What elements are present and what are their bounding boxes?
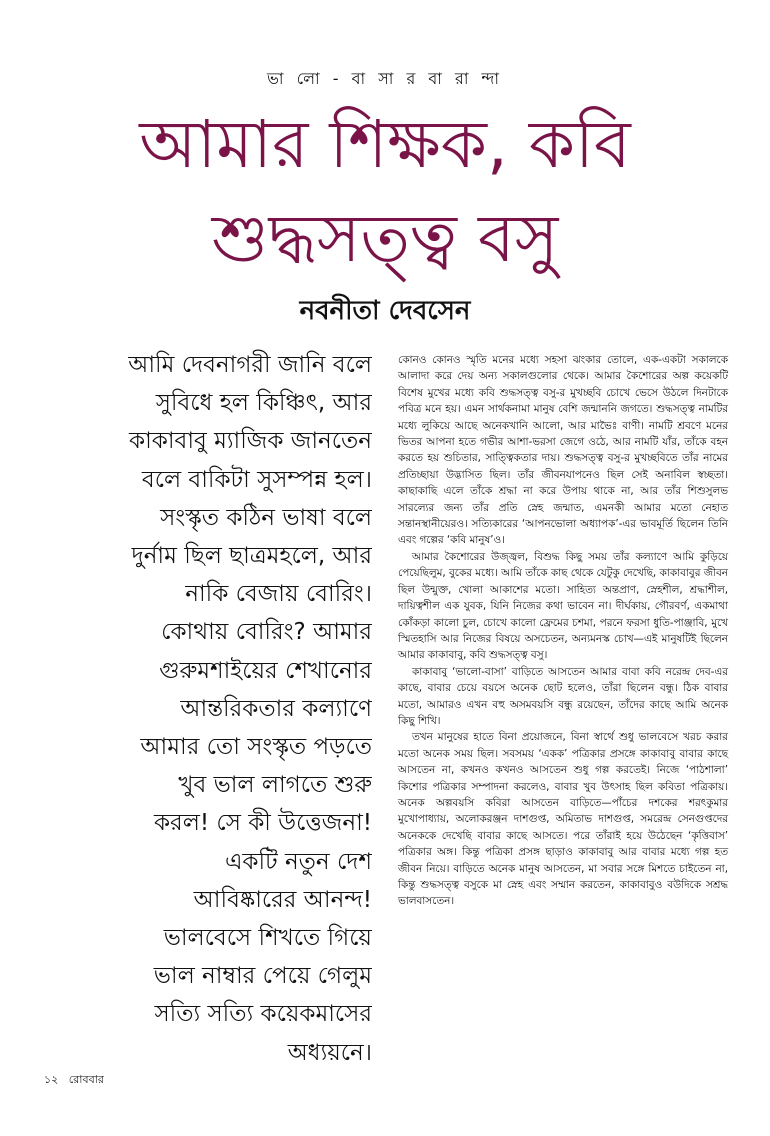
body-paragraph: তখন মানুষের হাতে বিনা প্রয়োজনে, বিনা স্বার্থে শুধু ভালবেসে খরচ করার মতো অনেক সময় ছিল। সবসময় ‘একক’ পত্রিকার প্রসঙ্গে কাকাবাবু বাবার কাছে আসতেন না, কখনও কখনও আসতেন শুধু গল্প করতেই। নিজে ‘পাঠশালা’ কিশোর পত্রিকার সম্পাদনা করলেও, বাবার খুব উৎসাহ ছিল কবিতা পত্রিকায়। অনেক অল্পবয়সি কবিরা আসতেন বাড়িতে—পাঁচের দশকের শরৎকুমার মুখোপাধ্যায়, অলোকরঞ্জন দাশগুপ্ত, অমিতাভ দাশগুপ্ত, সমরেন্দ্র সেনগুপ্তদের অনেককে দেখেছি বাবার কাছে আসতে। পরে তাঁরাই হয়ে উঠেছেন ‘কৃত্তিবাস’ পত্রিকার অঙ্গ। কিন্তু পত্রিকা প্রসঙ্গ ছাড়াও কাকাবাবু আর বাবার মধ্যে গল্প হত জীবন নিয়ে। বাড়িতে অনেক মানুষ আসতেন, মা সবার সঙ্গে মিশতে চাইতেন না, কিন্তু শুদ্ধসত্ত্ব বসুকে মা স্নেহ এবং সম্মান করতেন, কাকাবাবুও বউদিকে সশ্রদ্ধ ভালবাসতেন। <box>398 731 728 908</box>
lead-pullquote <box>60 346 372 1072</box>
lead-line: গুরুমশাইয়ের শেখানোর <box>159 657 372 684</box>
lead-line: আমার তো সংস্কৃত পড়তে <box>140 734 372 761</box>
lead-line: একটি নতুন দেশ <box>224 848 372 875</box>
article-title <box>0 98 770 286</box>
lead-line: কাকাবাবু ম্যাজিক জানতেন <box>129 428 372 455</box>
lead-line: করল! সে কী উত্তেজনা! <box>153 810 372 837</box>
body-paragraph: আমার কৈশোরের উজ্জ্বল, বিশুদ্ধ কিছু সময় তাঁর কল্যাণে আমি কুড়িয়ে পেয়েছিলুম, বুকের মধ্যে। আমি তাঁকে কাছ থেকে যেটুকু দেখেছি, কাকাবাবুর জীবন ছিল উন্মুক্ত, খোলা আকাশের মতো। সাহিত্য অন্তপ্রাণ, স্নেহশীল, শ্রদ্ধাশীল, দায়িত্বশীল এক যুবক, যিনি নিজের কথা ভাবেন না। দীর্ঘকায়, গৌরবর্ণ, একমাথা কোঁকড়া কালো চুল, চোখে কালো ফ্রেমের চশমা, পরনে ফরসা ধুতি-পাঞ্জাবি, মুখে স্মিতহাসি আর নিজের বিষয়ে অসচেতন, অন্যমনস্ক চোখ—এই মানুষটিই ছিলেন আমার কাকাবাবু, কবি শুদ্ধসত্ত্ব বসু। <box>398 550 728 662</box>
lead-line: খুব ভাল লাগতে শুরু <box>178 772 372 799</box>
body-paragraph: কাকাবাবু ‘ভালো-বাসা’ বাড়িতে আসতেন আমার বাবা কবি নরেন্দ্র দেব-এর কাছে, বাবার চেয়ে বয়সে অনেক ছোট হলেও, তাঁরা ছিলেন বন্ধু। ঠিক বাবার মতো, আমারও এখন বহু অসমবয়সি বন্ধু রয়েছেন, তাঁদের কাছে আমি অনেক কিছু শিখি। <box>398 665 728 727</box>
lead-line: আবিষ্কারের আনন্দ! <box>193 886 372 913</box>
lead-line: অধ্যয়নে। <box>287 1039 372 1066</box>
lead-line: বলে বাকিটা সুসম্পন্ন হল। <box>141 466 372 493</box>
title-line-2: শুদ্ধসত্ত্ব বসু <box>211 200 559 277</box>
author-byline: নবনীতা দেবসেন <box>299 296 471 326</box>
lead-line: আমি দেবনাগরী জানি বলে <box>128 352 372 378</box>
publication-section: রোববার <box>68 1073 104 1086</box>
lead-line: দুর্নাম ছিল ছাত্রমহলে, আর <box>131 543 372 570</box>
lead-line: কোথায় বোরিং? আমার <box>161 619 372 646</box>
article-body <box>398 352 728 910</box>
lead-line: সংস্কৃত কঠিন ভাষা বলে <box>160 504 372 531</box>
title-line-1: আমার শিক্ষক, কবি <box>139 106 631 183</box>
lead-line: ভাল নাম্বার পেয়ে গেলুম <box>153 963 372 990</box>
lead-line: সুবিধে হল কিঞ্চিৎ, আর <box>155 390 372 417</box>
lead-line: ভালবেসে শিখতে গিয়ে <box>163 925 372 952</box>
lead-line: আন্তরিকতার কল্যাণে <box>180 695 372 722</box>
lead-line: সত্যি সত্যি কয়েকমাসের <box>154 1001 372 1028</box>
page-footer <box>44 1071 104 1090</box>
body-paragraph: কোনও কোনও স্মৃতি মনের মধ্যে সহসা ঝংকার তোলে, এক-একটা সকালকে আলাদা করে দেয় অন্য সকালগুলোর থেকে। আমার কৈশোরের অল্প কয়েকটি বিশেষ মুখের মধ্যে কবি শুদ্ধসত্ত্ব বসু-র মুখচ্ছবি চোখে ভেসে উঠলে দিনটাকে পবিত্র মনে হয়। এমন সার্থকনামা মানুষ বেশি জন্মাননি জগতে। শুদ্ধসত্ত্ব নামটির মধ্যে লুকিয়ে আছে অনেকখানি আলো, আর মাভৈঃ বাণী। নামটি শ্রবণে মনের ভিতর আপনা হতে গভীর আশা-ভরসা জেগে ওঠে, আর নামটি যাঁর, তাঁকে বহন করতে হয় শুচিতার, সাত্ত্বিকতার দায়। শুদ্ধসত্ত্ব বসু-র মুখচ্ছবিতে তাঁর নামের প্রতিচ্ছায়া উদ্ভাসিত ছিল। তাঁর জীবনযাপনেও ছিল সেই অনাবিল স্বচ্ছতা। কাছাকাছি এলে তাঁকে শ্রদ্ধা না করে উপায় থাকে না, আর তাঁর শিশুসুলভ সারল্যের জন্য তাঁর প্রতি স্নেহ জন্মাত, এমনকী আমার মতো নেহাত সন্তানস্থানীয়েরও। সত্যিকারের ‘আপনভোলা অধ্যাপক’-এর ভাবমূর্তি ছিলেন তিনি এবং গল্পের ‘কবি মানুষ’ও। <box>398 354 728 547</box>
page-number: ১২ <box>44 1073 59 1086</box>
lead-line: নাকি বেজায় বোরিং। <box>185 581 372 608</box>
section-kicker: ভা লো - বা সা র বা রা ন্দা <box>266 69 504 88</box>
